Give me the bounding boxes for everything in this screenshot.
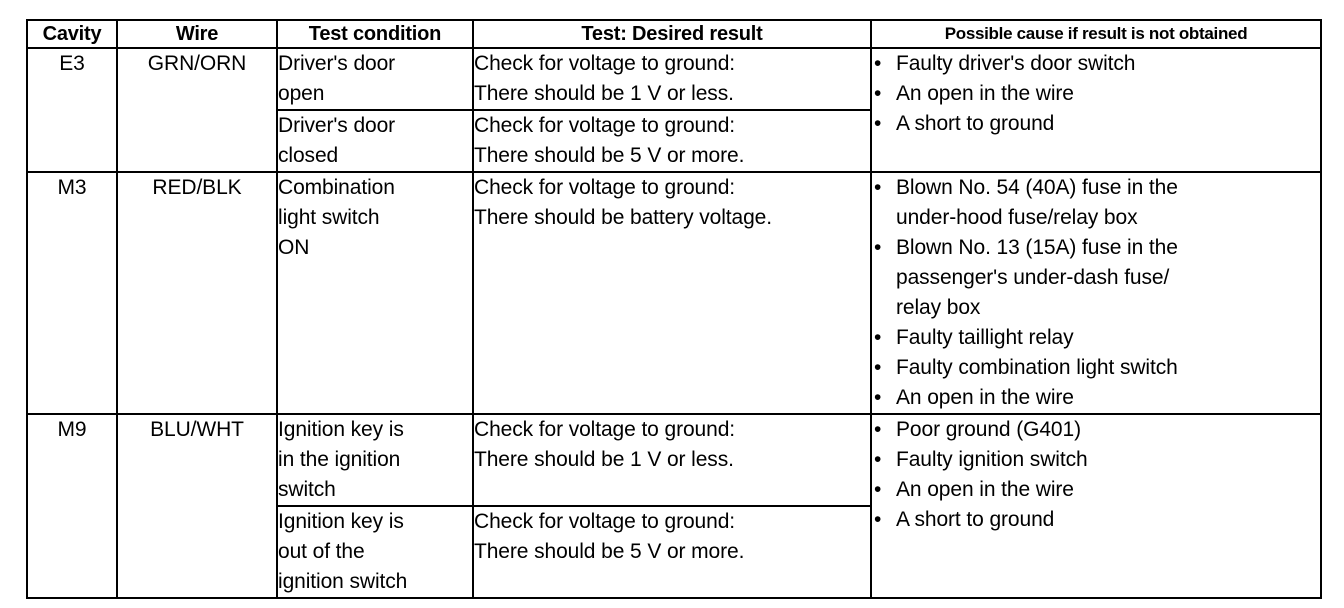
result-line: There should be 5 V or more. (474, 144, 745, 167)
result-line: Check for voltage to ground: (474, 114, 736, 137)
cause-item: • Poor ground (G401) (872, 415, 1320, 445)
cause-item: • Faulty combination light switch (872, 353, 1320, 383)
desired-result-cell (473, 48, 871, 110)
cause-item: • An open in the wire (872, 79, 1320, 109)
test-condition-cell: Driver's door open (277, 48, 473, 110)
result-line: Check for voltage to ground: (474, 418, 736, 441)
result-line: There should be 1 V or less. (474, 82, 734, 105)
result-line: Check for voltage to ground: (474, 510, 736, 533)
result-line: There should be battery voltage. (474, 206, 772, 229)
result-line: Check for voltage to ground: (474, 176, 736, 199)
cause-list (872, 173, 1320, 413)
desired-result-cell (473, 506, 871, 598)
cause-item: • An open in the wire (872, 383, 1320, 413)
result-line: Check for voltage to ground: (474, 52, 736, 75)
cause-list (872, 49, 1320, 139)
header-test-condition: Test condition (277, 20, 473, 48)
wire-cell: RED/BLK (117, 172, 277, 414)
header-wire: Wire (117, 20, 277, 48)
header-cavity: Cavity (27, 20, 117, 48)
wire-cell: GRN/ORN (117, 48, 277, 172)
cause-item: • A short to ground (872, 109, 1320, 139)
cause-item: • Faulty driver's door switch (872, 49, 1320, 79)
test-condition-cell: Ignition key is out of the ignition switch (277, 506, 473, 598)
possible-cause-cell (871, 414, 1321, 598)
table-row (27, 48, 1321, 110)
possible-cause-cell (871, 172, 1321, 414)
header-desired-result: Test: Desired result (473, 20, 871, 48)
cavity-cell: E3 (27, 48, 117, 172)
test-condition-cell: Combination light switch ON (277, 172, 473, 414)
desired-result-cell (473, 414, 871, 506)
result-line: There should be 1 V or less. (474, 448, 734, 471)
table-row (27, 414, 1321, 506)
header-row (27, 20, 1321, 48)
cause-item: • A short to ground (872, 505, 1320, 535)
table-row (27, 172, 1321, 414)
desired-result-cell (473, 110, 871, 172)
wire-cell: BLU/WHT (117, 414, 277, 598)
cause-list (872, 415, 1320, 535)
desired-result-cell (473, 172, 871, 414)
test-condition-cell: Driver's door closed (277, 110, 473, 172)
possible-cause-cell (871, 48, 1321, 172)
cavity-cell: M9 (27, 414, 117, 598)
test-condition-cell: Ignition key is in the ignition switch (277, 414, 473, 506)
result-line: There should be 5 V or more. (474, 540, 745, 563)
cause-item: • Blown No. 13 (15A) fuse in the passenger's under-dash fuse/ relay box (872, 233, 1320, 323)
cause-item: • Blown No. 54 (40A) fuse in the under-hood fuse/relay box (872, 173, 1320, 233)
cavity-cell: M3 (27, 172, 117, 414)
cause-item: • Faulty taillight relay (872, 323, 1320, 353)
cause-item: • An open in the wire (872, 475, 1320, 505)
diagnostic-table-container (26, 19, 1322, 599)
diagnostic-table (26, 19, 1322, 599)
cause-item: • Faulty ignition switch (872, 445, 1320, 475)
header-possible-cause: Possible cause if result is not obtained (871, 20, 1321, 48)
